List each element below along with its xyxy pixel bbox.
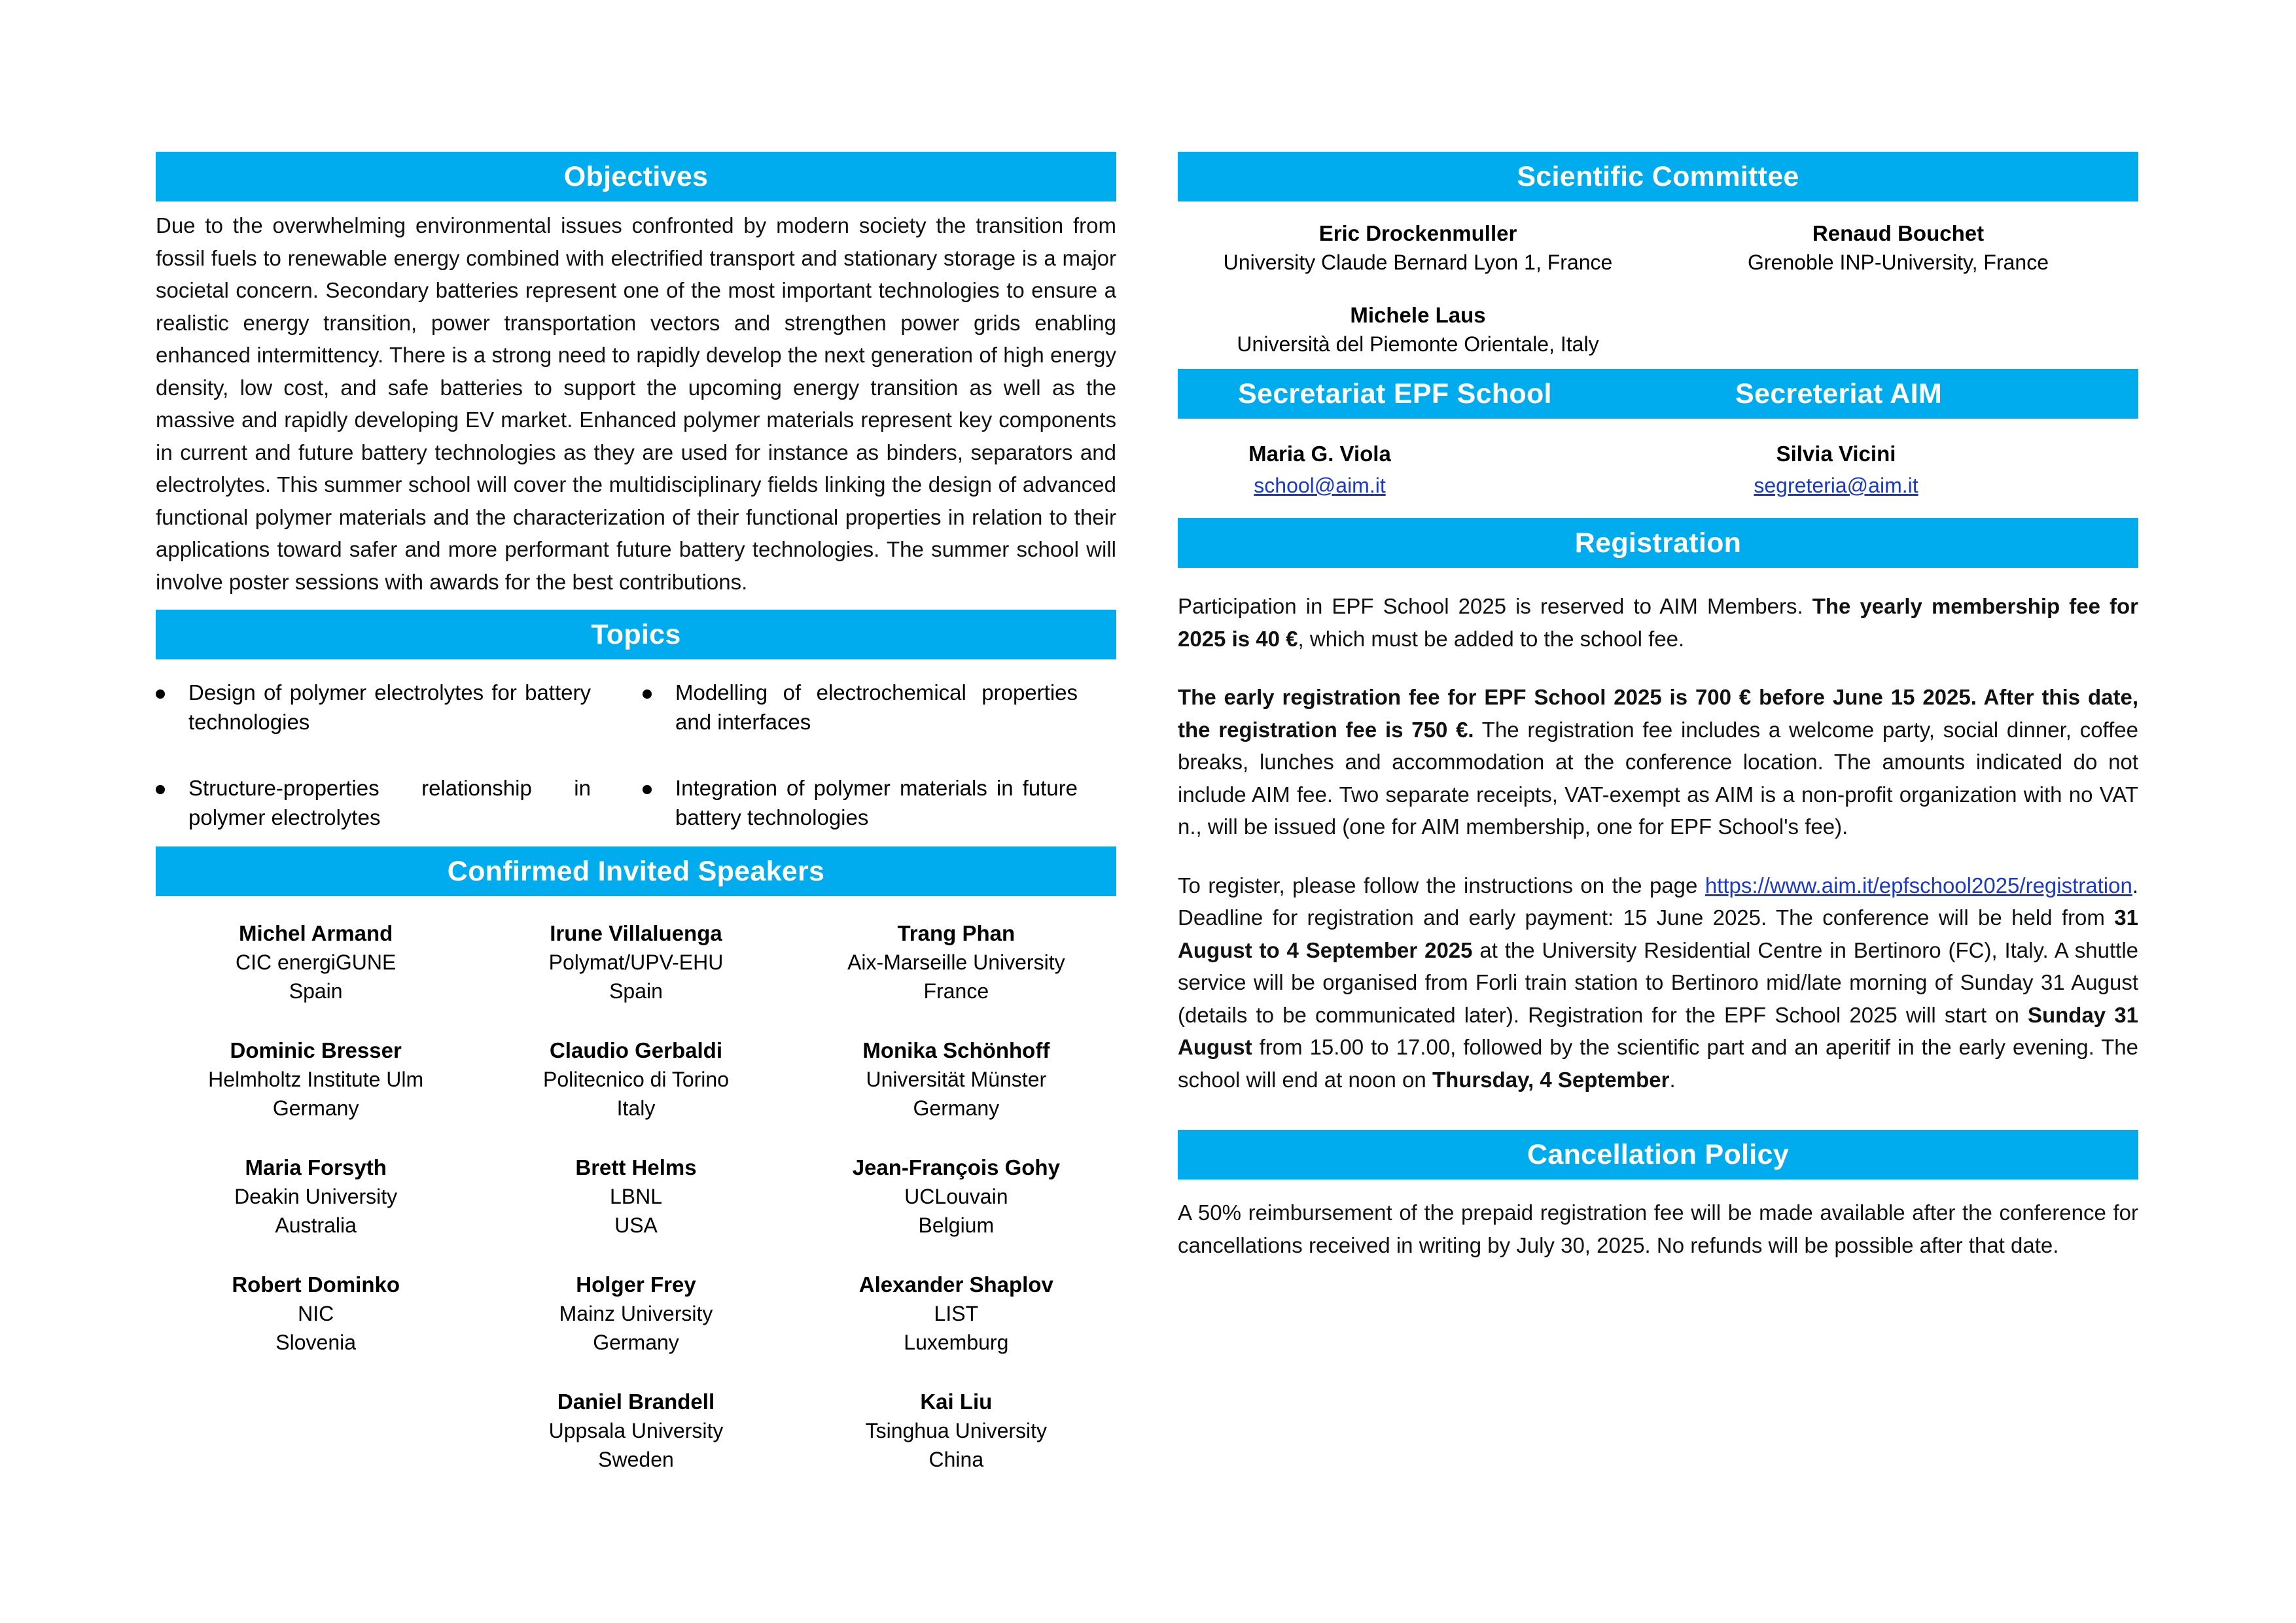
topic-item [643,773,1116,832]
speaker-affiliation: Uppsala University [548,1419,724,1442]
committee-member-name: Michele Laus [1350,303,1486,327]
speaker-affiliation: LBNL [609,1185,663,1208]
speaker-affiliation: Politecnico di Torino [542,1068,729,1091]
speaker-card-empty [156,1387,476,1474]
registration-body [1178,568,2138,1096]
email-link-school[interactable]: school@aim.it [1254,474,1386,497]
cancellation-header [1178,1130,2138,1179]
reg-p3-e: . [1669,1067,1676,1092]
cancellation-paragraph: A 50% reimbursement of the prepaid registration fee will be made available after the conference for cancellations received in writing by July 30, 2025. No refunds will be possible after that date. [1178,1200,2138,1257]
speaker-name: Michel Armand [239,921,393,945]
topic-label: Modelling of electrochemical properties and interfaces [675,680,1078,734]
speaker-affiliation: Aix-Marseille University [847,951,1065,974]
objectives-paragraph: Due to the overwhelming environmental issues confronted by modern society the transition from fossil fuels to renewable energy combined with electrified transport and stationary storage is a major societal concern. Secondary batteries represent one of the most important technologies to ensure a realistic energy transition, power transportation vectors and strengthen power grids enabling enhanced intermittency. There is a strong need to rapidly develop the next generation of high energy density, low cost, and safe batteries to support the upcoming energy transition as well as the massive and rapidly developing EV market. Enhanced polymer materials represent key components in current and future battery technologies as they are used for instance as binders, separators and electrolytes. This summer school will cover the multidisciplinary fields linking the design of advanced functional polymer materials and the characterization of their functional properties in relation to their applications toward safer and more performant future battery technologies. The summer school will involve poster sessions with awards for the best contributions. [156,213,1116,594]
committee-member [1658,218,2138,277]
speaker-name: Monika Schönhoff [862,1038,1050,1062]
speaker-name: Kai Liu [920,1389,993,1414]
bullet-icon [643,785,652,794]
secretariat-contacts [1178,419,2138,518]
speaker-name: Claudio Gerbaldi [549,1038,723,1062]
speaker-country: Germany [913,1096,1000,1120]
speaker-card [796,918,1116,1005]
topic-item [156,678,629,737]
speaker-name: Robert Dominko [232,1272,400,1297]
speaker-country: Spain [289,979,343,1003]
speaker-affiliation: Tsinghua University [865,1419,1048,1442]
topic-label: Design of polymer electrolytes for battery technologies [188,680,591,734]
committee-member-affiliation: Università del Piemonte Orientale, Italy [1237,332,1599,356]
speaker-country: Sweden [598,1448,674,1471]
reg-p1-bold: The yearly membership fee for 2025 is 40 € [1178,594,2138,651]
topic-item [643,678,1116,737]
committee-member-affiliation: University Claude Bernard Lyon 1, France [1223,251,1613,274]
speaker-card [476,1036,796,1123]
secretariat-contact-email-wrap [1658,470,2014,501]
topic-label: Integration of polymer materials in future battery technologies [675,776,1078,829]
topics-title: Topics [591,618,681,650]
reg-p3-b: . Deadline for registration and early payment: 15 June 2025. The conference will be held from [1178,873,2138,930]
committee-member-name: Eric Drockenmuller [1318,221,1517,245]
speaker-country: Italy [616,1096,656,1120]
speaker-name: Jean-François Gohy [852,1155,1060,1179]
speaker-country: Spain [609,979,663,1003]
speaker-affiliation: Helmholtz Institute Ulm [208,1068,424,1091]
speaker-card [476,1387,796,1474]
cancellation-title: Cancellation Policy [1527,1138,1789,1170]
committee-title: Scientific Committee [1517,160,1799,192]
topic-label: Structure-properties relationship in polymer electrolytes [188,776,591,829]
registration-page-link[interactable]: https://www.aim.it/epfschool2025/registration [1704,873,2132,898]
speaker-country: Germany [272,1096,359,1120]
bullet-icon [156,785,165,794]
speaker-name: Maria Forsyth [245,1155,387,1179]
secretariat-contact-name: Silvia Vicini [1776,442,1896,466]
registration-header [1178,518,2138,568]
speaker-name: Dominic Bresser [230,1038,402,1062]
speaker-affiliation: Mainz University [559,1302,713,1325]
speaker-card [796,1036,1116,1123]
reg-p3-bold1: 31 August to 4 September 2025 [1178,905,2138,962]
secretariat-header [1178,369,2138,419]
speaker-country: Slovenia [275,1331,357,1354]
speaker-card [156,918,476,1005]
committee-member-name: Renaud Bouchet [1812,221,1985,245]
speakers-header [156,846,1116,896]
topics-header [156,610,1116,659]
left-column [156,152,1116,1474]
objectives-title: Objectives [563,160,709,192]
secretariat-contact [1658,438,2138,501]
speaker-name: Holger Frey [576,1272,696,1297]
speaker-card [476,1153,796,1240]
registration-paragraph-1 [1178,590,2138,655]
reg-p3-bold2: Sunday 31 August [1178,1002,2138,1059]
reg-p1-a: Participation in EPF School 2025 is reserved to AIM Members. [1178,594,1812,618]
speaker-name: Trang Phan [897,921,1016,945]
committee-header [1178,152,2138,201]
speaker-card [796,1387,1116,1474]
secretariat-contact-email-wrap [1178,470,1462,501]
speaker-card [156,1153,476,1240]
email-link-segreteria[interactable]: segreteria@aim.it [1754,474,1918,497]
speaker-card [796,1153,1116,1240]
speaker-affiliation: NIC [298,1302,334,1325]
secretariat-epf-title: Secretariat EPF School [1238,377,1552,410]
speaker-country: Australia [275,1213,357,1237]
speaker-country: France [923,979,989,1003]
speakers-list [156,896,1116,1474]
secretariat-aim-title: Secreteriat AIM [1735,377,1942,410]
committee-member [1178,300,1658,358]
right-column [1178,152,2138,1261]
registration-paragraph-3 [1178,869,2138,1096]
speaker-country: USA [614,1213,658,1237]
bullet-icon [156,689,165,699]
speaker-country: Germany [593,1331,679,1354]
topics-list [156,659,1116,846]
speaker-affiliation: Polymat/UPV-EHU [548,951,724,974]
bullet-icon [643,689,652,699]
speaker-country: China [928,1448,984,1471]
reg-p2-rest: The registration fee includes a welcome party, social dinner, coffee breaks, lunches and accommodation at the conference location. The amounts indicated do not include AIM fee. Two separate receipts, VAT-exempt as AIM is a non-profit organization with no VAT n., will be issued (one for AIM membership, one for EPF School's fee). [1178,717,2139,839]
committee-list [1178,201,2138,358]
speaker-country: Luxemburg [904,1331,1009,1354]
speaker-country: Belgium [918,1213,995,1237]
reg-p1-c: , which must be added to the school fee. [1298,626,1685,651]
speaker-name: Irune Villaluenga [550,921,722,945]
speaker-card [796,1270,1116,1357]
registration-paragraph-2 [1178,681,2138,843]
reg-p3-bold3: Thursday, 4 September [1432,1067,1670,1092]
speaker-name: Alexander Shaplov [858,1272,1053,1297]
speaker-affiliation: LIST [934,1302,979,1325]
committee-member [1178,218,1658,277]
speaker-card [476,1270,796,1357]
speakers-title: Confirmed Invited Speakers [447,855,825,887]
reg-p2-bold: The early registration fee for EPF School 2025 is 700 € before June 15 2025. After this date, the registration fee is 750 €. [1178,685,2138,742]
speaker-name: Brett Helms [575,1155,697,1179]
registration-title: Registration [1574,527,1742,559]
secretariat-contact [1178,438,1658,501]
speaker-affiliation: Universität Münster [866,1068,1047,1091]
speaker-card [156,1036,476,1123]
reg-p3-c: at the University Residential Centre in Bertinoro (FC), Italy. A shuttle service will be organised from Forli train station to Bertinoro mid/late morning of Sunday 31 August (details to be communicated later). Registration for the EPF School 2025 will start on [1178,937,2139,1027]
committee-member-affiliation: Grenoble INP-University, France [1748,251,2049,274]
reg-p3-d: from 15.00 to 17.00, followed by the scientific part and an aperitif in the early evening. The school will end at noon on [1178,1035,2138,1092]
speaker-affiliation: CIC energiGUNE [235,951,397,974]
speaker-name: Daniel Brandell [557,1389,715,1414]
speaker-card [476,918,796,1005]
secretariat-contact-name: Maria G. Viola [1248,442,1391,466]
speaker-affiliation: Deakin University [234,1185,398,1208]
committee-member-empty [1658,300,2138,358]
reg-p3-a: To register, please follow the instructions on the page [1178,873,1705,898]
objectives-header [156,152,1116,201]
speaker-card [156,1270,476,1357]
topic-item [156,773,629,832]
speaker-affiliation: UCLouvain [904,1185,1008,1208]
